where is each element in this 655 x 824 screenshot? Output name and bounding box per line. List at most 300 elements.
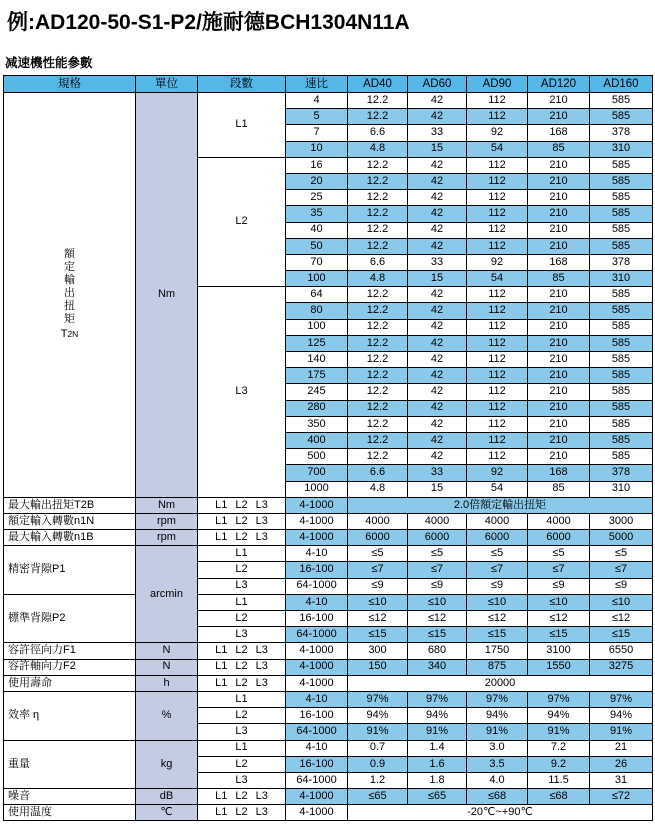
value-cell: 585 [590, 352, 653, 368]
value-cell: 12.2 [348, 384, 408, 400]
value-cell: 4000 [467, 513, 528, 529]
value-cell: 12.2 [348, 400, 408, 416]
ratio-cell: 7 [286, 125, 348, 141]
table-row [4, 675, 653, 691]
value-cell: 585 [590, 432, 653, 448]
value-cell: 92 [467, 465, 528, 481]
value-cell: 15 [408, 481, 467, 497]
ratio-cell: 16-100 [286, 611, 348, 627]
stage-cell: L1 L2 L3 [198, 497, 286, 513]
value-cell: 378 [590, 254, 653, 270]
value-cell: 94% [528, 708, 590, 724]
ratio-cell: 4-1000 [286, 675, 348, 691]
value-cell: ≤9 [590, 578, 653, 594]
ratio-cell: 35 [286, 206, 348, 222]
table-row [4, 691, 653, 707]
value-cell: 585 [590, 287, 653, 303]
value-cell: 210 [528, 335, 590, 351]
value-cell: ≤5 [528, 546, 590, 562]
value-cell: ≤10 [467, 594, 528, 610]
value-cell: 9.2 [528, 756, 590, 772]
stage-cell: L3 [198, 627, 286, 643]
value-cell: 210 [528, 449, 590, 465]
value-cell: 112 [467, 449, 528, 465]
value-cell: 12.2 [348, 157, 408, 173]
spec-cell: 容許軸向力F2 [4, 659, 136, 675]
value-cell: 42 [408, 335, 467, 351]
table-row [4, 659, 653, 675]
value-cell: ≤5 [467, 546, 528, 562]
stage-cell: L2 [198, 157, 286, 287]
value-cell: 585 [590, 157, 653, 173]
value-cell: 112 [467, 319, 528, 335]
value-cell: 1.4 [408, 740, 467, 756]
ratio-cell: 40 [286, 222, 348, 238]
column-header: 段數 [198, 76, 286, 93]
spec-table-body [4, 93, 653, 821]
value-cell: 210 [528, 416, 590, 432]
stage-cell: L1 L2 L3 [198, 805, 286, 821]
stage-cell: L2 [198, 611, 286, 627]
value-cell: 585 [590, 303, 653, 319]
value-cell: 112 [467, 109, 528, 125]
value-cell: 42 [408, 400, 467, 416]
table-caption: 减速機性能參數 [5, 56, 93, 70]
ratio-cell: 4-10 [286, 594, 348, 610]
value-cell: 12.2 [348, 190, 408, 206]
value-cell: 15 [408, 141, 467, 157]
value-cell: 1750 [467, 643, 528, 659]
stage-cell: L1 L2 L3 [198, 530, 286, 546]
value-cell: 54 [467, 141, 528, 157]
value-cell: 150 [348, 659, 408, 675]
value-cell: ≤72 [590, 789, 653, 805]
value-cell: 112 [467, 416, 528, 432]
value-cell: 94% [590, 708, 653, 724]
value-cell: 585 [590, 173, 653, 189]
value-cell: 585 [590, 319, 653, 335]
value-cell: ≤12 [528, 611, 590, 627]
ratio-cell: 20 [286, 173, 348, 189]
ratio-cell: 1000 [286, 481, 348, 497]
spec-cell [4, 93, 136, 498]
value-cell: 210 [528, 303, 590, 319]
value-cell: 112 [467, 352, 528, 368]
value-cell: 3.0 [467, 740, 528, 756]
value-cell: 310 [590, 271, 653, 287]
ratio-cell: 64 [286, 287, 348, 303]
ratio-cell: 4-1000 [286, 659, 348, 675]
value-cell: ≤15 [528, 627, 590, 643]
spec-cell: 最大輸出扭矩T2B [4, 497, 136, 513]
column-header: AD90 [467, 76, 528, 93]
value-cell: 42 [408, 157, 467, 173]
value-cell: ≤12 [348, 611, 408, 627]
value-cell: 585 [590, 400, 653, 416]
value-cell: ≤15 [408, 627, 467, 643]
value-cell: 112 [467, 384, 528, 400]
value-cell: 6000 [348, 530, 408, 546]
value-cell: 12.2 [348, 432, 408, 448]
table-row [4, 93, 653, 109]
value-cell: 85 [528, 481, 590, 497]
value-cell: 97% [348, 691, 408, 707]
value-cell: 12.2 [348, 206, 408, 222]
ratio-cell: 16 [286, 157, 348, 173]
stage-cell: L3 [198, 724, 286, 740]
table-row [4, 546, 653, 562]
stage-cell: L1 L2 L3 [198, 643, 286, 659]
spec-table-header [4, 76, 653, 93]
stage-cell: L1 L2 L3 [198, 659, 286, 675]
value-cell: 112 [467, 432, 528, 448]
value-cell: 12.2 [348, 335, 408, 351]
value-cell: 94% [408, 708, 467, 724]
value-cell: 6.6 [348, 125, 408, 141]
value-cell: 112 [467, 335, 528, 351]
ratio-cell: 5 [286, 109, 348, 125]
value-cell: 210 [528, 206, 590, 222]
value-cell: 0.9 [348, 756, 408, 772]
value-cell: 12.2 [348, 287, 408, 303]
value-cell: 94% [467, 708, 528, 724]
ratio-cell: 400 [286, 432, 348, 448]
value-cell: 112 [467, 368, 528, 384]
value-cell: 1.6 [408, 756, 467, 772]
ratio-cell: 140 [286, 352, 348, 368]
table-row [4, 789, 653, 805]
value-cell: 26 [590, 756, 653, 772]
value-cell: ≤12 [408, 611, 467, 627]
unit-cell: Nm [136, 497, 198, 513]
spec-cell: 精密背隙P1 [4, 546, 136, 595]
value-cell: 585 [590, 190, 653, 206]
value-cell: 585 [590, 384, 653, 400]
value-cell: 585 [590, 93, 653, 109]
column-header: 速比 [286, 76, 348, 93]
spec-cell: 效率 η [4, 691, 136, 740]
value-cell: 91% [408, 724, 467, 740]
ratio-cell: 80 [286, 303, 348, 319]
value-cell: ≤9 [528, 578, 590, 594]
stage-cell: L1 L2 L3 [198, 789, 286, 805]
stage-cell: L3 [198, 772, 286, 788]
value-cell: 42 [408, 93, 467, 109]
ratio-cell: 4-1000 [286, 789, 348, 805]
value-cell: 94% [348, 708, 408, 724]
ratio-cell: 4-10 [286, 546, 348, 562]
value-cell: 12.2 [348, 319, 408, 335]
value-cell: 42 [408, 173, 467, 189]
value-cell: 54 [467, 481, 528, 497]
value-cell: 42 [408, 109, 467, 125]
ratio-cell: 70 [286, 254, 348, 270]
ratio-cell: 4-1000 [286, 513, 348, 529]
value-cell: 585 [590, 416, 653, 432]
table-row [4, 740, 653, 756]
value-cell: 340 [408, 659, 467, 675]
value-cell: 112 [467, 206, 528, 222]
value-cell: 680 [408, 643, 467, 659]
value-cell: 210 [528, 368, 590, 384]
stage-cell: L1 [198, 740, 286, 756]
ratio-cell: 4-1000 [286, 643, 348, 659]
value-cell: ≤7 [528, 562, 590, 578]
column-header: AD120 [528, 76, 590, 93]
value-cell: 4000 [348, 513, 408, 529]
table-row [4, 643, 653, 659]
value-cell: 585 [590, 449, 653, 465]
unit-cell: Nm [136, 93, 198, 498]
ratio-cell: 4-1000 [286, 497, 348, 513]
value-cell: 585 [590, 238, 653, 254]
table-row [4, 805, 653, 821]
value-cell: 97% [467, 691, 528, 707]
ratio-cell: 4 [286, 93, 348, 109]
value-cell: 91% [348, 724, 408, 740]
value-cell: 112 [467, 222, 528, 238]
ratio-cell: 500 [286, 449, 348, 465]
value-cell: 1.8 [408, 772, 467, 788]
value-cell: 12.2 [348, 416, 408, 432]
ratio-cell: 350 [286, 416, 348, 432]
span-value-cell: -20℃~+90℃ [348, 805, 653, 821]
value-cell: 6000 [528, 530, 590, 546]
value-cell: 210 [528, 190, 590, 206]
value-cell: 42 [408, 384, 467, 400]
value-cell: 12.2 [348, 368, 408, 384]
stage-cell: L2 [198, 708, 286, 724]
value-cell: 12.2 [348, 352, 408, 368]
ratio-cell: 16-100 [286, 562, 348, 578]
ratio-cell: 4-10 [286, 740, 348, 756]
ratio-cell: 64-1000 [286, 772, 348, 788]
value-cell: 42 [408, 303, 467, 319]
span-value-cell: 20000 [348, 675, 653, 691]
unit-cell: rpm [136, 513, 198, 529]
value-cell: ≤68 [528, 789, 590, 805]
ratio-cell: 100 [286, 319, 348, 335]
table-row [4, 530, 653, 546]
value-cell: 92 [467, 254, 528, 270]
column-header: AD160 [590, 76, 653, 93]
value-cell: 300 [348, 643, 408, 659]
value-cell: 4.8 [348, 481, 408, 497]
value-cell: 33 [408, 125, 467, 141]
stage-cell: L3 [198, 578, 286, 594]
ratio-cell: 16-100 [286, 756, 348, 772]
value-cell: 42 [408, 222, 467, 238]
ratio-cell: 64-1000 [286, 724, 348, 740]
value-cell: ≤10 [348, 594, 408, 610]
value-cell: 4000 [528, 513, 590, 529]
value-cell: 875 [467, 659, 528, 675]
value-cell: 310 [590, 481, 653, 497]
value-cell: 6000 [408, 530, 467, 546]
spec-cell: 重量 [4, 740, 136, 789]
value-cell: 97% [408, 691, 467, 707]
stage-cell: L3 [198, 287, 286, 497]
unit-cell: h [136, 675, 198, 691]
value-cell: 91% [467, 724, 528, 740]
ratio-cell: 100 [286, 271, 348, 287]
value-cell: 33 [408, 254, 467, 270]
value-cell: ≤65 [408, 789, 467, 805]
value-cell: 85 [528, 271, 590, 287]
value-cell: 92 [467, 125, 528, 141]
value-cell: ≤9 [467, 578, 528, 594]
unit-cell: ℃ [136, 805, 198, 821]
value-cell: 42 [408, 416, 467, 432]
value-cell: 42 [408, 352, 467, 368]
value-cell: 42 [408, 190, 467, 206]
ratio-cell: 280 [286, 400, 348, 416]
value-cell: 0.7 [348, 740, 408, 756]
ratio-cell: 4-1000 [286, 530, 348, 546]
ratio-cell: 175 [286, 368, 348, 384]
value-cell: 112 [467, 190, 528, 206]
value-cell: ≤9 [408, 578, 467, 594]
value-cell: ≤12 [590, 611, 653, 627]
ratio-cell: 64-1000 [286, 578, 348, 594]
value-cell: 1550 [528, 659, 590, 675]
spec-cell: 最大輸入轉數n1B [4, 530, 136, 546]
ratio-cell: 16-100 [286, 708, 348, 724]
value-cell: 4.0 [467, 772, 528, 788]
value-cell: ≤9 [348, 578, 408, 594]
value-cell: ≤5 [348, 546, 408, 562]
unit-cell: N [136, 643, 198, 659]
ratio-cell: 125 [286, 335, 348, 351]
spec-cell: 標準背隙P2 [4, 594, 136, 643]
value-cell: 168 [528, 254, 590, 270]
stage-cell: L2 [198, 562, 286, 578]
value-cell: ≤68 [467, 789, 528, 805]
value-cell: 12.2 [348, 222, 408, 238]
value-cell: 42 [408, 287, 467, 303]
unit-cell: rpm [136, 530, 198, 546]
value-cell: 15 [408, 271, 467, 287]
value-cell: ≤15 [348, 627, 408, 643]
value-cell: 112 [467, 287, 528, 303]
value-cell: 112 [467, 400, 528, 416]
ratio-cell: 4-10 [286, 691, 348, 707]
value-cell: 7.2 [528, 740, 590, 756]
value-cell: 112 [467, 173, 528, 189]
value-cell: 585 [590, 206, 653, 222]
value-cell: 210 [528, 93, 590, 109]
ratio-cell: 64-1000 [286, 627, 348, 643]
value-cell: 12.2 [348, 449, 408, 465]
value-cell: ≤10 [590, 594, 653, 610]
value-cell: 33 [408, 465, 467, 481]
spec-cell: 使用壽命 [4, 675, 136, 691]
ratio-cell: 10 [286, 141, 348, 157]
stage-cell: L1 L2 L3 [198, 513, 286, 529]
spec-cell: 使用温度 [4, 805, 136, 821]
value-cell: ≤7 [348, 562, 408, 578]
value-cell: 4.8 [348, 271, 408, 287]
value-cell: 12.2 [348, 93, 408, 109]
table-row [4, 594, 653, 610]
value-cell: 91% [528, 724, 590, 740]
value-cell: 12.2 [348, 173, 408, 189]
value-cell: 12.2 [348, 238, 408, 254]
value-cell: 168 [528, 125, 590, 141]
value-cell: ≤15 [467, 627, 528, 643]
value-cell: 42 [408, 449, 467, 465]
value-cell: 42 [408, 432, 467, 448]
value-cell: 3275 [590, 659, 653, 675]
spec-cell: 容許徑向力F1 [4, 643, 136, 659]
spec-table [3, 75, 653, 821]
value-cell: 112 [467, 238, 528, 254]
column-header: AD40 [348, 76, 408, 93]
span-value-cell: 2.0倍額定輸出扭矩 [348, 497, 653, 513]
value-cell: 585 [590, 109, 653, 125]
spec-cell: 噪音 [4, 789, 136, 805]
value-cell: 210 [528, 384, 590, 400]
value-cell: 11.5 [528, 772, 590, 788]
value-cell: 42 [408, 238, 467, 254]
value-cell: 6.6 [348, 254, 408, 270]
value-cell: ≤7 [467, 562, 528, 578]
value-cell: 210 [528, 352, 590, 368]
header-row [4, 76, 653, 93]
value-cell: 1.2 [348, 772, 408, 788]
stage-cell: L1 [198, 546, 286, 562]
value-cell: 210 [528, 400, 590, 416]
value-cell: 12.2 [348, 303, 408, 319]
value-cell: 210 [528, 319, 590, 335]
value-cell: ≤65 [348, 789, 408, 805]
value-cell: 168 [528, 465, 590, 481]
unit-cell: % [136, 691, 198, 740]
ratio-cell: 50 [286, 238, 348, 254]
value-cell: ≤10 [528, 594, 590, 610]
value-cell: 210 [528, 432, 590, 448]
value-cell: 585 [590, 222, 653, 238]
value-cell: 21 [590, 740, 653, 756]
value-cell: 210 [528, 287, 590, 303]
value-cell: 112 [467, 93, 528, 109]
ratio-cell: 4-1000 [286, 805, 348, 821]
value-cell: 4.8 [348, 141, 408, 157]
value-cell: 5000 [590, 530, 653, 546]
ratio-cell: 25 [286, 190, 348, 206]
value-cell: ≤7 [590, 562, 653, 578]
stage-cell: L1 [198, 93, 286, 158]
page-title: 例:AD120-50-S1-P2/施耐德BCH1304N11A [7, 11, 410, 34]
value-cell: 42 [408, 206, 467, 222]
stage-cell: L1 [198, 691, 286, 707]
value-cell: 42 [408, 319, 467, 335]
value-cell: 97% [590, 691, 653, 707]
value-cell: 54 [467, 271, 528, 287]
value-cell: ≤5 [408, 546, 467, 562]
column-header: AD60 [408, 76, 467, 93]
value-cell: 6550 [590, 643, 653, 659]
stage-cell: L1 L2 L3 [198, 675, 286, 691]
value-cell: 12.2 [348, 109, 408, 125]
value-cell: 378 [590, 465, 653, 481]
value-cell: 6000 [467, 530, 528, 546]
stage-cell: L2 [198, 756, 286, 772]
stage-cell: L1 [198, 594, 286, 610]
value-cell: 97% [528, 691, 590, 707]
column-header: 規格 [4, 76, 136, 93]
ratio-cell: 245 [286, 384, 348, 400]
